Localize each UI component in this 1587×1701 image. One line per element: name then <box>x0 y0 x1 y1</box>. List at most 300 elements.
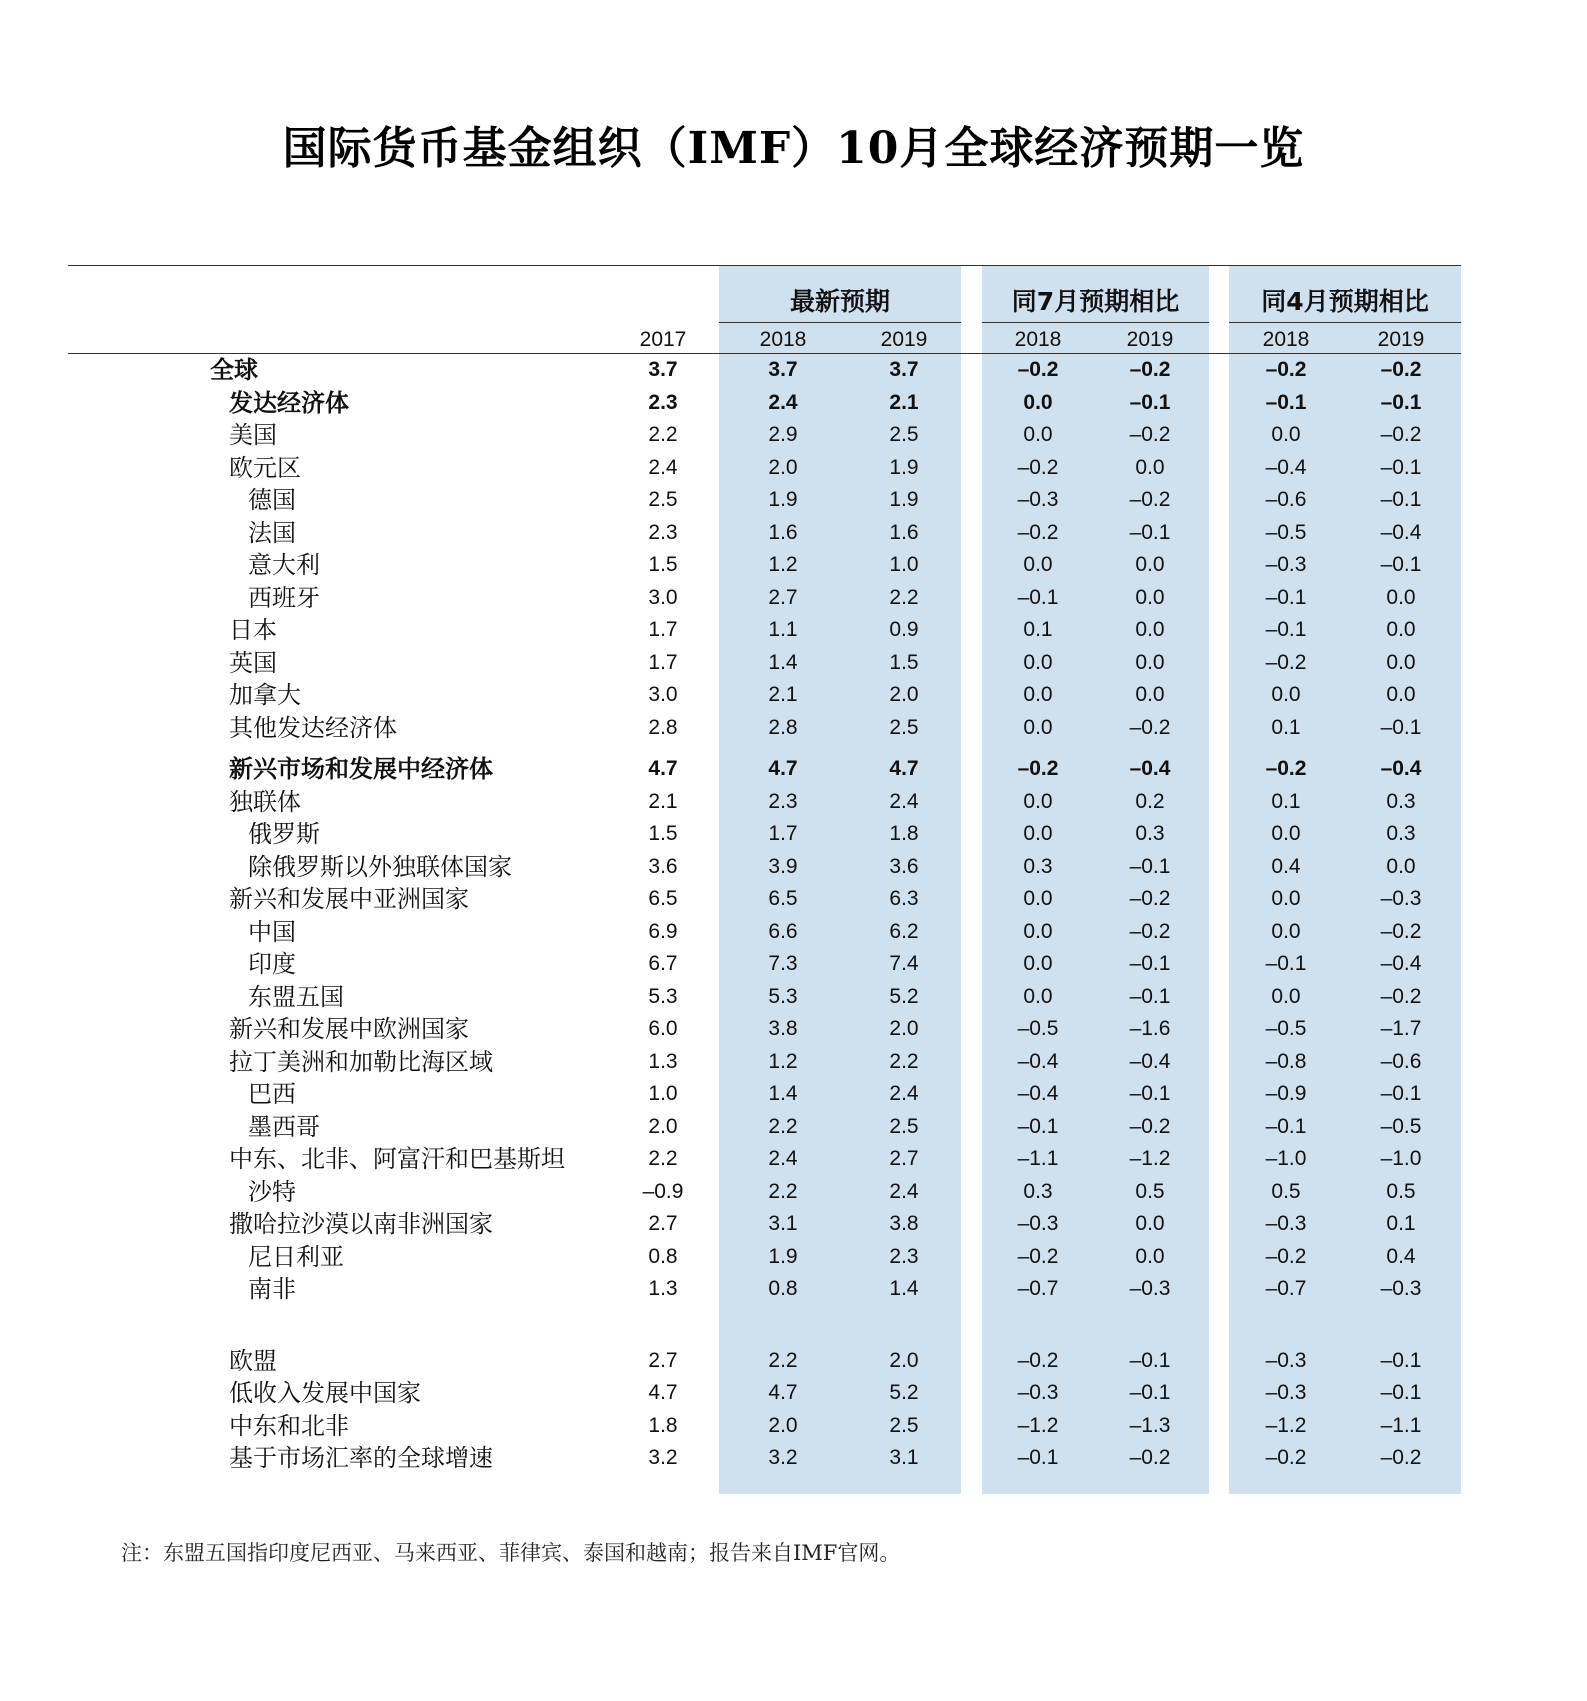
table-cell: 0.0 <box>1023 952 1053 975</box>
table-cell: –0.1 <box>1380 488 1422 511</box>
table-cell: 2.4 <box>768 390 798 414</box>
table-cell: –0.1 <box>1265 952 1307 975</box>
row-label: 除俄罗斯以外独联体国家 <box>248 852 512 881</box>
table-cell: 7.3 <box>768 952 798 975</box>
table-cell: 6.0 <box>648 1017 678 1040</box>
table-cell: 2.2 <box>889 585 919 609</box>
table-cell: –0.1 <box>1265 585 1307 609</box>
table-cell: 2.5 <box>648 488 678 511</box>
table-cell: 2.1 <box>648 789 678 813</box>
row-label: 欧盟 <box>229 1346 277 1375</box>
table-row <box>0 1144 1587 1174</box>
table-cell: 0.0 <box>1135 618 1165 641</box>
table-cell: 2.7 <box>889 1147 919 1170</box>
table-cell: –0.1 <box>1380 1381 1422 1404</box>
table-cell: 0.0 <box>1386 683 1416 706</box>
table-cell: –1.6 <box>1129 1017 1171 1040</box>
table-cell: 2.3 <box>768 789 798 813</box>
table-cell: 1.5 <box>648 553 678 576</box>
table-cell: 3.6 <box>889 854 919 878</box>
table-cell: –0.5 <box>1380 1114 1422 1138</box>
table-cell: –0.6 <box>1380 1049 1422 1073</box>
table-cell: –1.1 <box>1380 1413 1422 1437</box>
table-cell: 2.2 <box>648 1147 678 1170</box>
table-cell: 3.7 <box>648 358 678 381</box>
row-label: 新兴和发展中亚洲国家 <box>229 885 469 913</box>
table-cell: –1.7 <box>1380 1017 1422 1040</box>
group-underline-april <box>1229 322 1461 323</box>
table-cell: 0.0 <box>1135 553 1165 576</box>
table-row <box>0 819 1587 849</box>
table-cell: 3.8 <box>768 1017 798 1040</box>
row-label: 东盟五国 <box>248 982 344 1011</box>
table-row <box>0 852 1587 882</box>
table-cell: –0.1 <box>1017 1114 1059 1138</box>
table-cell: 1.5 <box>648 822 678 845</box>
table-cell: 0.1 <box>1271 715 1301 739</box>
table-cell: –0.9 <box>1265 1082 1307 1105</box>
table-cell: 4.7 <box>648 757 678 780</box>
table-cell: 3.0 <box>648 683 678 706</box>
table-cell: 0.3 <box>1023 854 1053 878</box>
table-cell: 2.2 <box>768 1179 798 1203</box>
table-cell: 2.2 <box>648 423 678 446</box>
table-row <box>0 1047 1587 1077</box>
table-cell: 0.0 <box>1135 455 1165 479</box>
table-row <box>0 1209 1587 1239</box>
table-cell: –0.2 <box>1380 358 1422 381</box>
table-cell: 3.9 <box>768 854 798 878</box>
table-cell: –1.2 <box>1129 1147 1171 1170</box>
table-cell: –0.2 <box>1265 358 1307 381</box>
table-cell: 7.4 <box>889 952 919 975</box>
table-cell: 1.7 <box>648 650 678 674</box>
table-cell: 0.1 <box>1023 618 1053 641</box>
row-label: 低收入发展中国家 <box>229 1379 421 1407</box>
row-label: 俄罗斯 <box>248 820 320 848</box>
table-row <box>0 420 1587 450</box>
table-row <box>0 884 1587 914</box>
table-cell: –0.2 <box>1265 1446 1307 1469</box>
row-label: 中东和北非 <box>229 1411 349 1440</box>
table-cell: 2.7 <box>648 1212 678 1235</box>
group-header-latest: 最新预期 <box>789 287 890 316</box>
table-row <box>0 917 1587 947</box>
table-cell: 2.1 <box>768 683 798 706</box>
table-cell: –0.1 <box>1129 952 1171 975</box>
table-cell: –0.2 <box>1380 984 1422 1008</box>
table-row <box>0 1411 1587 1441</box>
table-cell: 0.0 <box>1023 789 1053 813</box>
table-cell: 2.1 <box>889 390 919 414</box>
table-cell: –0.1 <box>1380 1082 1422 1105</box>
table-cell: –0.2 <box>1017 757 1059 780</box>
row-label: 中东、北非、阿富汗和巴基斯坦 <box>229 1145 565 1173</box>
table-cell: 2.0 <box>889 683 919 706</box>
table-cell: –0.3 <box>1380 1277 1422 1300</box>
table-cell: 1.4 <box>768 1082 798 1105</box>
table-cell: 2.5 <box>889 1114 919 1138</box>
table-cell: 0.0 <box>1135 585 1165 609</box>
row-label: 发达经济体 <box>229 388 349 417</box>
table-cell: 1.6 <box>768 520 798 544</box>
table-cell: 1.3 <box>648 1277 678 1300</box>
table-cell: –0.4 <box>1017 1082 1059 1105</box>
table-cell: 0.3 <box>1386 789 1416 813</box>
table-cell: –0.2 <box>1129 358 1171 381</box>
table-cell: 2.7 <box>768 585 798 609</box>
table-row <box>0 754 1587 784</box>
table-cell: 0.3 <box>1386 822 1416 845</box>
table-cell: 2.8 <box>648 715 678 739</box>
table-cell: 0.1 <box>1386 1212 1416 1235</box>
row-label: 法国 <box>248 518 296 547</box>
table-cell: 0.2 <box>1135 789 1165 813</box>
table-row <box>0 355 1587 385</box>
table-cell: 0.0 <box>1271 822 1301 845</box>
table-row <box>0 680 1587 710</box>
table-cell: 0.0 <box>1023 390 1053 414</box>
table-cell: –0.6 <box>1265 488 1307 511</box>
table-cell: –0.5 <box>1265 520 1307 544</box>
table-cell: –0.2 <box>1129 488 1171 511</box>
table-cell: 5.2 <box>889 984 919 1008</box>
table-cell: 1.4 <box>889 1277 919 1300</box>
table-cell: –0.4 <box>1380 757 1422 780</box>
table-cell: –0.4 <box>1380 520 1422 544</box>
table-cell: 2.0 <box>768 455 798 479</box>
table-row <box>0 615 1587 645</box>
table-cell: –0.5 <box>1017 1017 1059 1040</box>
table-cell: –0.5 <box>1265 1017 1307 1040</box>
table-cell: –0.3 <box>1017 1212 1059 1235</box>
table-cell: 2.0 <box>648 1114 678 1138</box>
table-cell: 2.0 <box>768 1413 798 1437</box>
table-cell: –0.3 <box>1265 1348 1307 1372</box>
row-label: 新兴市场和发展中经济体 <box>229 755 493 783</box>
table-cell: –0.3 <box>1265 1381 1307 1404</box>
table-cell: 0.0 <box>1135 683 1165 706</box>
row-label: 拉丁美洲和加勒比海区域 <box>229 1047 493 1076</box>
table-cell: 2.4 <box>889 1082 919 1105</box>
row-label: 意大利 <box>248 551 320 579</box>
row-label: 日本 <box>229 616 277 644</box>
table-cell: 6.2 <box>889 919 919 943</box>
table-cell: –1.2 <box>1017 1413 1059 1437</box>
col-header-july-2018: 2018 <box>1014 328 1062 351</box>
table-cell: –0.2 <box>1129 1446 1171 1469</box>
table-cell: –0.2 <box>1380 423 1422 446</box>
table-cell: 3.2 <box>768 1446 798 1469</box>
table-cell: –1.3 <box>1129 1413 1171 1437</box>
table-cell: 0.0 <box>1023 553 1053 576</box>
table-cell: 2.4 <box>889 1179 919 1203</box>
table-cell: –0.1 <box>1129 1082 1171 1105</box>
row-label: 加拿大 <box>229 681 301 709</box>
table-cell: 1.7 <box>648 618 678 641</box>
table-row <box>0 583 1587 613</box>
table-cell: –0.1 <box>1380 1348 1422 1372</box>
table-cell: 1.4 <box>768 650 798 674</box>
group-underline-july <box>982 322 1209 323</box>
table-cell: –1.0 <box>1265 1147 1307 1170</box>
row-label: 美国 <box>229 421 277 449</box>
table-row <box>0 485 1587 515</box>
table-cell: 0.9 <box>889 618 919 641</box>
table-cell: 1.8 <box>648 1413 678 1437</box>
table-cell: 0.0 <box>1023 683 1053 706</box>
table-cell: 1.0 <box>648 1082 678 1105</box>
table-cell: –0.1 <box>1017 1446 1059 1469</box>
table-cell: 2.0 <box>889 1017 919 1040</box>
table-cell: 1.6 <box>889 520 919 544</box>
table-cell: 6.7 <box>648 952 678 975</box>
table-cell: –0.1 <box>1129 854 1171 878</box>
table-cell: –0.3 <box>1017 1381 1059 1404</box>
table-cell: 1.8 <box>889 822 919 845</box>
row-label: 墨西哥 <box>248 1112 320 1141</box>
footnote: 注：东盟五国指印度尼西亚、马来西亚、菲律宾、泰国和越南；报告来自IMF官网。 <box>121 1541 901 1565</box>
table-cell: 2.5 <box>889 423 919 446</box>
table-row <box>0 713 1587 743</box>
table-cell: –0.3 <box>1017 488 1059 511</box>
table-cell: 6.9 <box>648 919 678 943</box>
table-cell: –0.4 <box>1129 1049 1171 1073</box>
table-cell: 1.9 <box>889 455 919 479</box>
row-label: 南非 <box>248 1275 296 1303</box>
table-cell: 0.5 <box>1386 1179 1416 1203</box>
table-cell: –0.1 <box>1265 390 1307 414</box>
table-cell: –0.1 <box>1129 984 1171 1008</box>
table-cell: 0.0 <box>1023 822 1053 845</box>
table-cell: 1.1 <box>768 618 798 641</box>
table-cell: 2.2 <box>768 1348 798 1372</box>
table-cell: 4.7 <box>768 757 798 780</box>
top-rule <box>68 265 1461 266</box>
table-cell: –0.2 <box>1017 1348 1059 1372</box>
table-row <box>0 1378 1587 1408</box>
table-cell: –0.2 <box>1265 1244 1307 1268</box>
table-cell: 2.7 <box>648 1348 678 1372</box>
table-cell: –0.3 <box>1129 1277 1171 1300</box>
table-cell: 4.7 <box>889 757 919 780</box>
table-cell: 0.0 <box>1271 887 1301 910</box>
table-cell: 0.0 <box>1386 854 1416 878</box>
table-cell: 0.0 <box>1386 650 1416 674</box>
table-cell: 2.4 <box>889 789 919 813</box>
table-cell: 0.0 <box>1023 984 1053 1008</box>
col-header-april-2019: 2019 <box>1377 328 1425 351</box>
table-cell: –0.1 <box>1129 520 1171 544</box>
row-label: 基于市场汇率的全球增速 <box>229 1444 493 1472</box>
col-header-april-2018: 2018 <box>1262 328 1310 351</box>
table-cell: –0.1 <box>1380 455 1422 479</box>
table-cell: 4.7 <box>648 1381 678 1404</box>
table-cell: –0.1 <box>1380 715 1422 739</box>
page-title: 国际货币基金组织（IMF）10月全球经济预期一览 <box>282 123 1305 174</box>
table-cell: 3.1 <box>768 1212 798 1235</box>
table-row <box>0 1346 1587 1376</box>
table-cell: 3.8 <box>889 1212 919 1235</box>
col-header-latest-2018: 2018 <box>759 328 807 351</box>
table-cell: 3.2 <box>648 1446 678 1469</box>
table-cell: 2.9 <box>768 423 798 446</box>
col-header-2017: 2017 <box>639 328 687 351</box>
table-row <box>0 1274 1587 1304</box>
row-label: 中国 <box>248 917 296 946</box>
table-row <box>0 388 1587 418</box>
table-cell: –0.3 <box>1265 1212 1307 1235</box>
row-label: 德国 <box>248 486 296 514</box>
row-label: 尼日利亚 <box>248 1242 344 1271</box>
table-cell: 2.3 <box>889 1244 919 1268</box>
table-row <box>0 1242 1587 1272</box>
table-cell: –0.1 <box>1129 1381 1171 1404</box>
table-cell: 0.8 <box>768 1277 798 1300</box>
row-label: 英国 <box>229 648 277 677</box>
table-cell: 0.0 <box>1023 715 1053 739</box>
table-cell: 0.0 <box>1135 650 1165 674</box>
table-cell: –0.1 <box>1129 390 1171 414</box>
table-cell: –0.1 <box>1380 553 1422 576</box>
table-cell: 5.3 <box>768 984 798 1008</box>
table-cell: –0.2 <box>1017 1244 1059 1268</box>
group-header-vs-april: 同4月预期相比 <box>1261 287 1429 316</box>
table-cell: 0.5 <box>1135 1179 1165 1203</box>
row-label: 沙特 <box>248 1177 296 1206</box>
table-row <box>0 1177 1587 1207</box>
table-cell: 1.9 <box>768 488 798 511</box>
table-cell: 0.0 <box>1023 887 1053 910</box>
row-label: 巴西 <box>248 1080 296 1108</box>
row-label: 西班牙 <box>248 583 320 612</box>
table-cell: 0.0 <box>1023 919 1053 943</box>
table-cell: 3.7 <box>889 358 919 381</box>
table-cell: –0.1 <box>1129 1348 1171 1372</box>
table-cell: 0.0 <box>1271 423 1301 446</box>
table-cell: 1.5 <box>889 650 919 674</box>
table-row <box>0 949 1587 979</box>
col-header-july-2019: 2019 <box>1126 328 1174 351</box>
table-cell: –0.4 <box>1017 1049 1059 1073</box>
table-cell: 0.0 <box>1023 423 1053 446</box>
table-cell: 2.0 <box>889 1348 919 1372</box>
table-cell: 0.0 <box>1271 683 1301 706</box>
table-cell: 2.2 <box>768 1114 798 1138</box>
table-cell: –1.2 <box>1265 1413 1307 1437</box>
table-cell: 0.0 <box>1135 1244 1165 1268</box>
table-cell: –0.1 <box>1017 585 1059 609</box>
col-header-latest-2019: 2019 <box>880 328 928 351</box>
table-cell: 0.0 <box>1023 650 1053 674</box>
table-cell: –1.0 <box>1380 1147 1422 1170</box>
table-row <box>0 648 1587 678</box>
table-cell: 2.4 <box>648 455 678 479</box>
row-label: 新兴和发展中欧洲国家 <box>229 1015 469 1043</box>
table-cell: –0.1 <box>1380 390 1422 414</box>
table-cell: 0.5 <box>1271 1179 1301 1203</box>
table-cell: –0.2 <box>1017 455 1059 479</box>
table-cell: –0.2 <box>1129 715 1171 739</box>
table-cell: 3.0 <box>648 585 678 609</box>
table-cell: 2.8 <box>768 715 798 739</box>
table-cell: 3.6 <box>648 854 678 878</box>
table-cell: –0.2 <box>1129 887 1171 910</box>
table-cell: 0.4 <box>1271 854 1301 878</box>
table-cell: –0.9 <box>642 1179 684 1203</box>
table-cell: 1.2 <box>768 553 798 576</box>
table-cell: –0.2 <box>1129 1114 1171 1138</box>
row-label: 其他发达经济体 <box>229 713 397 742</box>
table-cell: –0.2 <box>1265 650 1307 674</box>
table-cell: 1.7 <box>768 822 798 845</box>
table-cell: 2.5 <box>889 715 919 739</box>
table-cell: 0.0 <box>1271 984 1301 1008</box>
table-cell: 0.0 <box>1135 1212 1165 1235</box>
table-row <box>0 982 1587 1012</box>
table-cell: 6.6 <box>768 919 798 943</box>
table-cell: 0.4 <box>1386 1244 1416 1268</box>
row-label: 欧元区 <box>229 453 301 482</box>
table-cell: 2.4 <box>768 1147 798 1170</box>
table-cell: 2.3 <box>648 520 678 544</box>
table-cell: 1.9 <box>889 488 919 511</box>
table-cell: –0.4 <box>1265 455 1307 479</box>
table-row <box>0 1112 1587 1142</box>
group-header-vs-july: 同7月预期相比 <box>1011 287 1180 316</box>
table-cell: 1.2 <box>768 1049 798 1073</box>
table-cell: –0.2 <box>1380 919 1422 943</box>
table-cell: 2.5 <box>889 1413 919 1437</box>
table-cell: 0.0 <box>1271 919 1301 943</box>
table-cell: –0.1 <box>1265 618 1307 641</box>
table-cell: 2.2 <box>889 1049 919 1073</box>
row-label: 全球 <box>210 356 258 384</box>
row-label: 撒哈拉沙漠以南非洲国家 <box>229 1210 493 1238</box>
table-row <box>0 1014 1587 1044</box>
table-cell: 0.0 <box>1386 618 1416 641</box>
table-cell: –0.2 <box>1380 1446 1422 1469</box>
table-cell: 0.3 <box>1135 822 1165 845</box>
row-label: 独联体 <box>229 787 301 816</box>
table-row <box>0 787 1587 817</box>
table-cell: 6.5 <box>768 887 798 910</box>
table-cell: 0.0 <box>1386 585 1416 609</box>
table-cell: –0.7 <box>1265 1277 1307 1300</box>
table-cell: –0.2 <box>1017 358 1059 381</box>
table-cell: 1.9 <box>768 1244 798 1268</box>
table-cell: 0.1 <box>1271 789 1301 813</box>
table-row <box>0 1443 1587 1473</box>
table-row <box>0 453 1587 483</box>
table-cell: –0.2 <box>1017 520 1059 544</box>
group-underline-latest <box>719 322 961 323</box>
table-cell: 0.3 <box>1023 1179 1053 1203</box>
table-cell: 1.0 <box>889 553 919 576</box>
table-cell: –0.2 <box>1129 919 1171 943</box>
table-cell: –1.1 <box>1017 1147 1059 1170</box>
table-cell: 2.3 <box>648 390 678 414</box>
table-cell: –0.3 <box>1380 887 1422 910</box>
table-cell: –0.2 <box>1129 423 1171 446</box>
table-cell: 6.5 <box>648 887 678 910</box>
header-rule <box>68 353 1461 354</box>
table-row <box>0 518 1587 548</box>
table-cell: –0.4 <box>1129 757 1171 780</box>
table-cell: 6.3 <box>889 887 919 910</box>
table-cell: 3.1 <box>889 1446 919 1469</box>
table-cell: 4.7 <box>768 1381 798 1404</box>
